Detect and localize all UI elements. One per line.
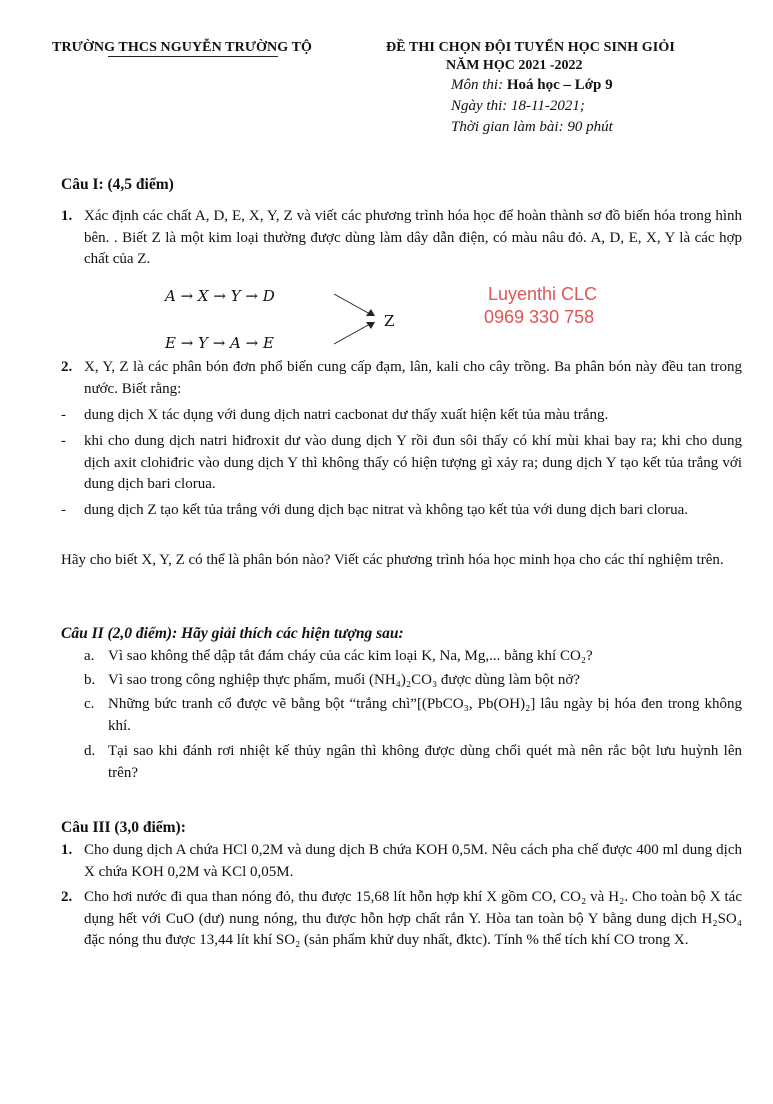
subject-value: Hoá học – Lớp 9 (506, 77, 613, 93)
q1-title: Câu I: (4,5 điểm) (61, 176, 174, 193)
q1-conclusion: Hãy cho biết X, Y, Z có thể là phân bón nào? Viết các phương trình hóa học minh họa cho các thí nghiệm trên. (61, 552, 724, 568)
exam-year: NĂM HỌC 2021 -2022 (446, 58, 583, 73)
bullet-dash: - (61, 433, 66, 449)
q1-bullet-2: khi cho dung dịch natri hiđroxit dư vào dung dịch Y rồi đun sôi thấy có khí mùi khai bay ra; khi cho dung dịch axit clohiđric vào dung dịch Y thì không thấy có hiện tượng gì xảy ra; dung dịch Y tạo kết tủa trắng với dung dịch bari clorua. (84, 433, 742, 492)
q2-b-text: Vì sao trong công nghiệp thực phẩm, muối (NH₄)₂CO₃ được dùng làm bột nở? (108, 672, 580, 688)
q1-item2-text: X, Y, Z là các phân bón đơn phổ biến cung cấp đạm, lân, kali cho cây trồng. Ba phân bón này đều tan trong nước. Biết rằng: (84, 359, 742, 397)
scheme-converging-arrows (330, 290, 380, 350)
q2-c-label: c. (84, 696, 95, 712)
school-name: TRƯỜNG THCS NGUYỄN TRƯỜNG TỘ (52, 40, 313, 55)
q1-bullet-3: dung dịch Z tạo kết tủa trắng với dung dịch bạc nitrat và không tạo kết tủa với dung dịch bari clorua. (84, 502, 689, 518)
q2-a-label: a. (84, 648, 95, 664)
subject-label: Môn thi: (451, 77, 507, 93)
q2-d-label: d. (84, 743, 96, 759)
q2-c-text: Những bức tranh cổ được vẽ bằng bột “trắng chì”[(PbCO₃, Pb(OH)₂] lâu ngày bị hóa đen trong không khí. (108, 696, 742, 734)
q1-item1-text: Xác định các chất A, D, E, X, Y, Z và viết các phương trình hóa học để hoàn thành sơ đồ biến hóa trong hình bên. . Biết Z là một kim loại thường được dùng làm dây dẫn điện, có màu nâu đỏ. A, D, E, X, Y là các hợp chất của Z. (84, 208, 742, 267)
scheme-z: Z (384, 312, 395, 330)
exam-duration: Thời gian làm bài: 90 phút (451, 119, 613, 135)
q3-item1-text: Cho dung dịch A chứa HCl 0,2M và dung dịch B chứa KOH 0,5M. Nêu cách pha chế được 400 ml dung dịch X chứa KOH 0,2M và KCl 0,05M. (84, 842, 742, 880)
q3-item2-text: Cho hơi nước đi qua than nóng đỏ, thu được 15,68 lít hỗn hợp khí X gồm CO, CO₂ và H₂. Cho toàn bộ X tác dụng hết với CuO (dư) nung nóng, thu được hỗn hợp chất rắn Y. Hòa tan toàn bộ Y bằng dung dịch H₂SO₄ đặc nóng thu được 13,44 lít khí SO₂ (sản phẩm khử duy nhất, đktc). Tính % thể tích khí CO trong X. (84, 889, 742, 948)
q3-item2-number: 2. (61, 889, 73, 905)
watermark-phone: 0969 330 758 (484, 307, 595, 327)
q1-item1-number: 1. (61, 208, 73, 224)
bullet-dash: - (61, 502, 66, 518)
exam-date: Ngày thi: 18-11-2021; (451, 98, 585, 114)
q2-title: Câu II (2,0 điểm): Hãy giải thích các hiện tượng sau: (61, 625, 404, 642)
scheme-bottom-row: E → Y → A → E (165, 334, 274, 352)
q1-bullet-1: dung dịch X tác dụng với dung dịch natri cacbonat dư thấy xuất hiện kết tủa màu trắng. (84, 407, 609, 423)
q3-item1-number: 1. (61, 842, 73, 858)
q2-b-label: b. (84, 672, 96, 688)
q1-item2-number: 2. (61, 359, 73, 375)
q2-d-text: Tại sao khi đánh rơi nhiệt kế thủy ngân thì không được dùng chổi quét mà nên rắc bột lưu huỳnh lên trên? (108, 743, 742, 781)
bullet-dash: - (61, 407, 66, 423)
exam-subject (451, 75, 613, 97)
q2-a-text: Vì sao không thể dập tắt đám cháy của các kim loại K, Na, Mg,... bằng khí CO₂? (108, 648, 593, 664)
school-underline (108, 56, 278, 57)
exam-title: ĐỀ THI CHỌN ĐỘI TUYỂN HỌC SINH GIỎI (386, 40, 675, 55)
q3-title: Câu III (3,0 điểm): (61, 819, 186, 836)
scheme-top-row: A → X → Y → D (165, 287, 275, 305)
watermark-name: Luyenthi CLC (488, 284, 598, 304)
